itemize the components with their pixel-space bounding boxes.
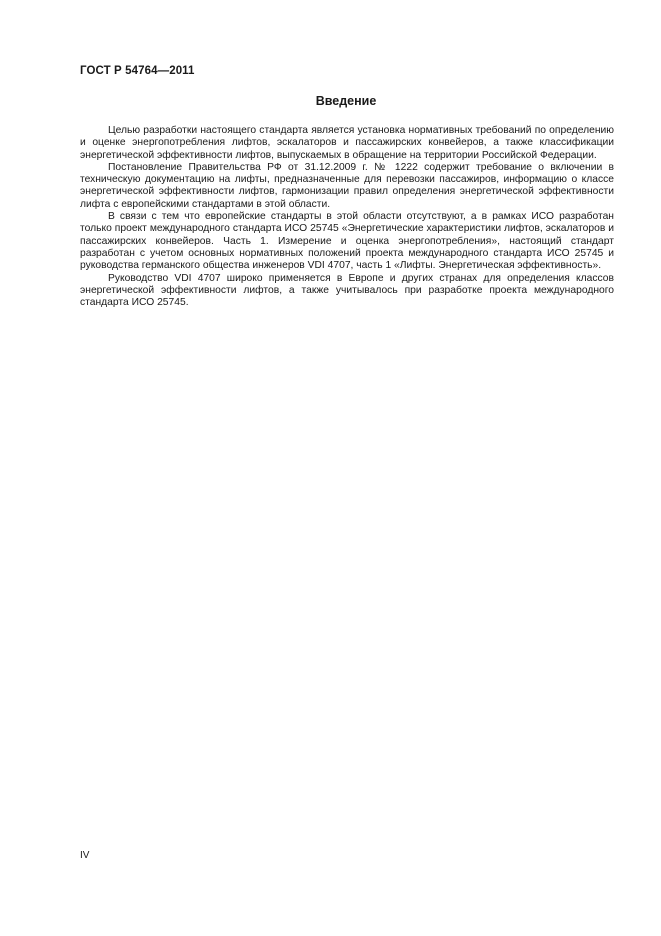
page-number: IV [80,850,90,861]
paragraph-3: В связи с тем что европейские стандарты в этой области отсутствуют, а в рамках ИСО разработан только проект международного стандарта ИСО 25745 «Энергетические характеристики лифтов, эскалаторов и пассажирских конвейеров. Часть 1. Измерение и оценка энергопотребления», настоящий стандарт разработан с учетом основных нормативных положений проекта международного стандарта ИСО 25745 и руководства германского общества инженеров VDI 4707, часть 1 «Лифты. Энергетическая эффективность». [80,211,614,272]
paragraph-1: Целью разработки настоящего стандарта является установка нормативных требований по определению и оценке энергопотребления лифтов, эскалаторов и пассажирских конвейеров, а также классификации энергетической эффективности лифтов, выпускаемых в обращение на территории Российской Федерации. [80,125,614,161]
paragraph-4: Руководство VDI 4707 широко применяется в Европе и других странах для определения классов энергетической эффективности лифтов, а также учитывалось при разработке проекта международного стандарта ИСО 25745. [80,272,614,309]
section-title: Введение [315,94,377,108]
document-header: ГОСТ Р 54764—2011 [80,65,195,77]
paragraph-2: Постановление Правительства РФ от 31.12.2009 г. № 1222 содержит требование о включении в техническую документацию на лифты, предназначенные для перевозки пассажиров, информацию о классе энергетической эффективности лифтов, гармонизации правил определения энергетической эффективности лифта с европейскими стандартами в этой области. [80,161,614,210]
body-text [80,125,614,309]
